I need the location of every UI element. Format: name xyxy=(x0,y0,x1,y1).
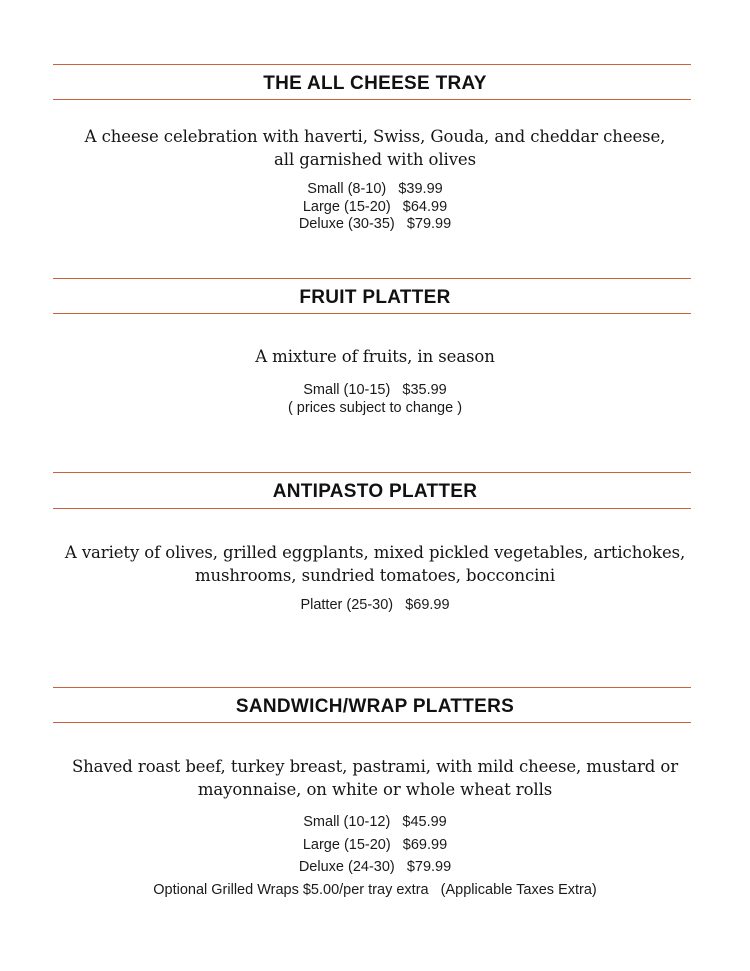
section-top-rule xyxy=(53,472,691,473)
section-bottom-rule xyxy=(53,99,691,100)
section-bottom-rule xyxy=(53,722,691,723)
price-list xyxy=(0,597,750,615)
price-line: Large (15-20) $64.99 xyxy=(302,198,448,215)
price-note: ( prices subject to change ) xyxy=(287,399,463,416)
price-line: Platter (25-30) $69.99 xyxy=(300,597,450,613)
price-list xyxy=(0,181,750,234)
price-line: Large (15-20) $69.99 xyxy=(302,836,448,853)
price-list xyxy=(0,382,750,417)
section-top-rule xyxy=(53,278,691,279)
section-title: SANDWICH/WRAP PLATTERS xyxy=(235,696,515,717)
section-description xyxy=(0,541,750,587)
description-line: mayonnaise, on white or whole wheat rolls xyxy=(197,780,553,799)
price-line: Deluxe (24-30) $79.99 xyxy=(298,859,452,875)
section-bottom-rule xyxy=(53,313,691,314)
section-title: ANTIPASTO PLATTER xyxy=(272,481,478,502)
price-list xyxy=(0,811,750,901)
price-line: Small (10-12) $45.99 xyxy=(303,814,447,830)
description-line: A variety of olives, grilled eggplants, mixed pickled vegetables, artichokes, xyxy=(64,543,686,562)
price-note: Optional Grilled Wraps $5.00/per tray extra (Applicable Taxes Extra) xyxy=(153,881,597,898)
section-top-rule xyxy=(53,64,691,65)
section-title: FRUIT PLATTER xyxy=(299,287,451,308)
section-bottom-rule xyxy=(53,508,691,509)
price-line: Deluxe (30-35) $79.99 xyxy=(298,216,452,232)
price-line: Small (10-15) $35.99 xyxy=(303,382,447,398)
description-line: Shaved roast beef, turkey breast, pastrami, with mild cheese, mustard or xyxy=(71,757,679,776)
description-line: all garnished with olives xyxy=(274,150,476,169)
description-line: A mixture of fruits, in season xyxy=(255,347,495,366)
section-top-rule xyxy=(53,687,691,688)
section-description xyxy=(0,755,750,801)
description-line: mushrooms, sundried tomatoes, bocconcini xyxy=(194,566,556,585)
section-title: THE ALL CHEESE TRAY xyxy=(263,73,487,94)
price-line: Small (8-10) $39.99 xyxy=(307,181,443,197)
section-description xyxy=(0,125,750,171)
section-description xyxy=(0,345,750,368)
description-line: A cheese celebration with haverti, Swiss, Gouda, and cheddar cheese, xyxy=(84,127,666,146)
